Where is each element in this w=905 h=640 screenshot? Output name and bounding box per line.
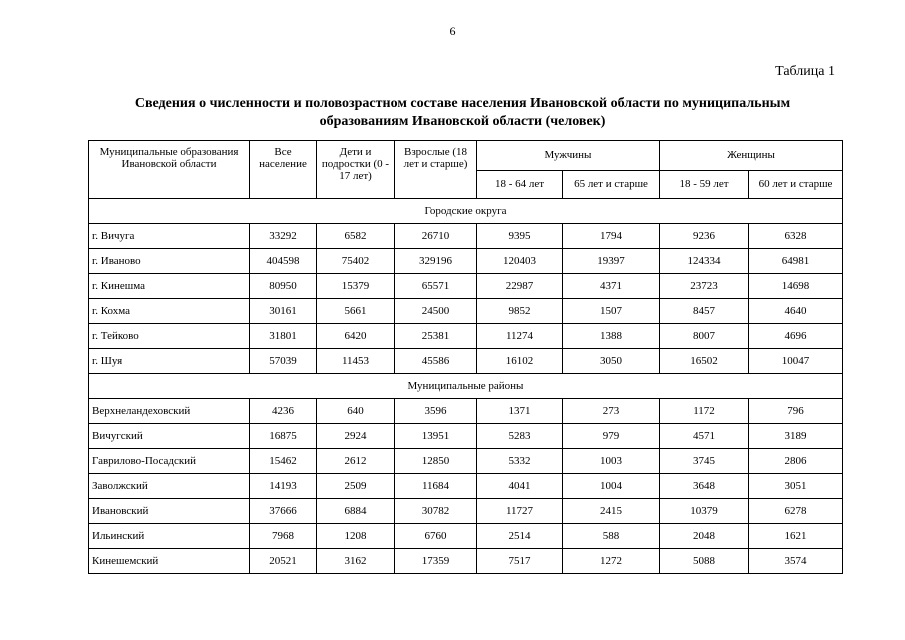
title-line-2: образованиям Ивановской области (человек)	[319, 114, 606, 129]
title-line-1: Сведения о численности и половозрастном составе населения Ивановской области по муниципальным	[134, 96, 791, 111]
section-title: Муниципальные районы	[89, 374, 843, 399]
men-18-64-cell: 5283	[477, 424, 563, 449]
women-18-59-cell: 1172	[660, 399, 749, 424]
women-18-59-cell: 5088	[660, 549, 749, 574]
table-row	[89, 524, 843, 549]
children-cell: 11453	[317, 349, 395, 374]
table-row	[89, 249, 843, 274]
municipality-name-cell: Гаврилово-Посадский	[89, 449, 250, 474]
men-65-plus-cell: 1507	[563, 299, 660, 324]
women-18-59-cell: 3648	[660, 474, 749, 499]
page-number: 6	[449, 24, 456, 38]
women-18-59-cell: 124334	[660, 249, 749, 274]
table-body	[89, 199, 843, 574]
women-60-plus-cell: 3574	[749, 549, 843, 574]
women-60-plus-cell: 1621	[749, 524, 843, 549]
children-cell: 3162	[317, 549, 395, 574]
header-municipality: Муниципальные образования Ивановской области	[89, 141, 250, 199]
women-18-59-cell: 3745	[660, 449, 749, 474]
table-row	[89, 474, 843, 499]
header-children: Дети и подростки (0 - 17 лет)	[317, 141, 395, 199]
men-65-plus-cell: 1388	[563, 324, 660, 349]
men-18-64-cell: 1371	[477, 399, 563, 424]
table-row	[89, 424, 843, 449]
table-row	[89, 299, 843, 324]
table-row	[89, 449, 843, 474]
men-18-64-cell: 2514	[477, 524, 563, 549]
total-cell: 404598	[250, 249, 317, 274]
children-cell: 75402	[317, 249, 395, 274]
adults-cell: 45586	[395, 349, 477, 374]
adults-cell: 65571	[395, 274, 477, 299]
table-row	[89, 399, 843, 424]
municipality-name-cell: Кинешемский	[89, 549, 250, 574]
adults-cell: 24500	[395, 299, 477, 324]
header-women-18-59: 18 - 59 лет	[660, 170, 749, 198]
women-18-59-cell: 2048	[660, 524, 749, 549]
header-men-65-plus: 65 лет и старше	[563, 170, 660, 198]
document-title	[80, 95, 845, 131]
men-65-plus-cell: 1003	[563, 449, 660, 474]
children-cell: 2924	[317, 424, 395, 449]
total-cell: 20521	[250, 549, 317, 574]
adults-cell: 6760	[395, 524, 477, 549]
adults-cell: 25381	[395, 324, 477, 349]
men-18-64-cell: 5332	[477, 449, 563, 474]
women-18-59-cell: 9236	[660, 224, 749, 249]
men-18-64-cell: 4041	[477, 474, 563, 499]
table-row	[89, 274, 843, 299]
men-65-plus-cell: 1794	[563, 224, 660, 249]
table-caption: Таблица 1	[775, 64, 835, 79]
municipality-name-cell: Ивановский	[89, 499, 250, 524]
table-row	[89, 349, 843, 374]
adults-cell: 17359	[395, 549, 477, 574]
children-cell: 5661	[317, 299, 395, 324]
total-cell: 80950	[250, 274, 317, 299]
total-cell: 31801	[250, 324, 317, 349]
men-65-plus-cell: 3050	[563, 349, 660, 374]
table-row	[89, 224, 843, 249]
municipality-name-cell: г. Тейково	[89, 324, 250, 349]
municipality-name-cell: Верхнеландеховский	[89, 399, 250, 424]
children-cell: 6582	[317, 224, 395, 249]
adults-cell: 11684	[395, 474, 477, 499]
municipality-name-cell: г. Кинешма	[89, 274, 250, 299]
municipality-name-cell: Вичугский	[89, 424, 250, 449]
women-60-plus-cell: 796	[749, 399, 843, 424]
children-cell: 640	[317, 399, 395, 424]
total-cell: 7968	[250, 524, 317, 549]
section-row	[89, 374, 843, 399]
children-cell: 2509	[317, 474, 395, 499]
women-60-plus-cell: 3051	[749, 474, 843, 499]
total-cell: 14193	[250, 474, 317, 499]
men-18-64-cell: 9852	[477, 299, 563, 324]
men-18-64-cell: 9395	[477, 224, 563, 249]
men-65-plus-cell: 1004	[563, 474, 660, 499]
men-65-plus-cell: 588	[563, 524, 660, 549]
adults-cell: 30782	[395, 499, 477, 524]
women-18-59-cell: 16502	[660, 349, 749, 374]
table-row	[89, 549, 843, 574]
municipality-name-cell: г. Кохма	[89, 299, 250, 324]
total-cell: 57039	[250, 349, 317, 374]
section-row	[89, 199, 843, 224]
header-women-60-plus: 60 лет и старше	[749, 170, 843, 198]
women-18-59-cell: 23723	[660, 274, 749, 299]
population-table	[88, 140, 843, 574]
men-65-plus-cell: 979	[563, 424, 660, 449]
header-total: Все население	[250, 141, 317, 199]
men-65-plus-cell: 1272	[563, 549, 660, 574]
women-60-plus-cell: 4696	[749, 324, 843, 349]
women-60-plus-cell: 14698	[749, 274, 843, 299]
men-65-plus-cell: 19397	[563, 249, 660, 274]
women-60-plus-cell: 3189	[749, 424, 843, 449]
table-row	[89, 499, 843, 524]
women-60-plus-cell: 64981	[749, 249, 843, 274]
children-cell: 15379	[317, 274, 395, 299]
header-adults: Взрослые (18 лет и старше)	[395, 141, 477, 199]
children-cell: 1208	[317, 524, 395, 549]
municipality-name-cell: Заволжский	[89, 474, 250, 499]
total-cell: 33292	[250, 224, 317, 249]
children-cell: 2612	[317, 449, 395, 474]
women-60-plus-cell: 6328	[749, 224, 843, 249]
women-18-59-cell: 8007	[660, 324, 749, 349]
table-header	[89, 141, 843, 199]
adults-cell: 13951	[395, 424, 477, 449]
total-cell: 30161	[250, 299, 317, 324]
men-65-plus-cell: 4371	[563, 274, 660, 299]
men-18-64-cell: 22987	[477, 274, 563, 299]
children-cell: 6884	[317, 499, 395, 524]
men-18-64-cell: 11274	[477, 324, 563, 349]
men-18-64-cell: 16102	[477, 349, 563, 374]
municipality-name-cell: Ильинский	[89, 524, 250, 549]
men-18-64-cell: 7517	[477, 549, 563, 574]
men-18-64-cell: 120403	[477, 249, 563, 274]
header-men: Мужчины	[477, 141, 660, 171]
men-65-plus-cell: 2415	[563, 499, 660, 524]
women-18-59-cell: 8457	[660, 299, 749, 324]
women-60-plus-cell: 4640	[749, 299, 843, 324]
municipality-name-cell: г. Вичуга	[89, 224, 250, 249]
women-60-plus-cell: 10047	[749, 349, 843, 374]
total-cell: 16875	[250, 424, 317, 449]
adults-cell: 329196	[395, 249, 477, 274]
adults-cell: 26710	[395, 224, 477, 249]
section-title: Городские округа	[89, 199, 843, 224]
men-65-plus-cell: 273	[563, 399, 660, 424]
children-cell: 6420	[317, 324, 395, 349]
adults-cell: 3596	[395, 399, 477, 424]
municipality-name-cell: г. Иваново	[89, 249, 250, 274]
total-cell: 15462	[250, 449, 317, 474]
municipality-name-cell: г. Шуя	[89, 349, 250, 374]
total-cell: 4236	[250, 399, 317, 424]
adults-cell: 12850	[395, 449, 477, 474]
total-cell: 37666	[250, 499, 317, 524]
women-18-59-cell: 10379	[660, 499, 749, 524]
women-60-plus-cell: 6278	[749, 499, 843, 524]
women-60-plus-cell: 2806	[749, 449, 843, 474]
table-row	[89, 324, 843, 349]
men-18-64-cell: 11727	[477, 499, 563, 524]
header-men-18-64: 18 - 64 лет	[477, 170, 563, 198]
women-18-59-cell: 4571	[660, 424, 749, 449]
header-women: Женщины	[660, 141, 843, 171]
